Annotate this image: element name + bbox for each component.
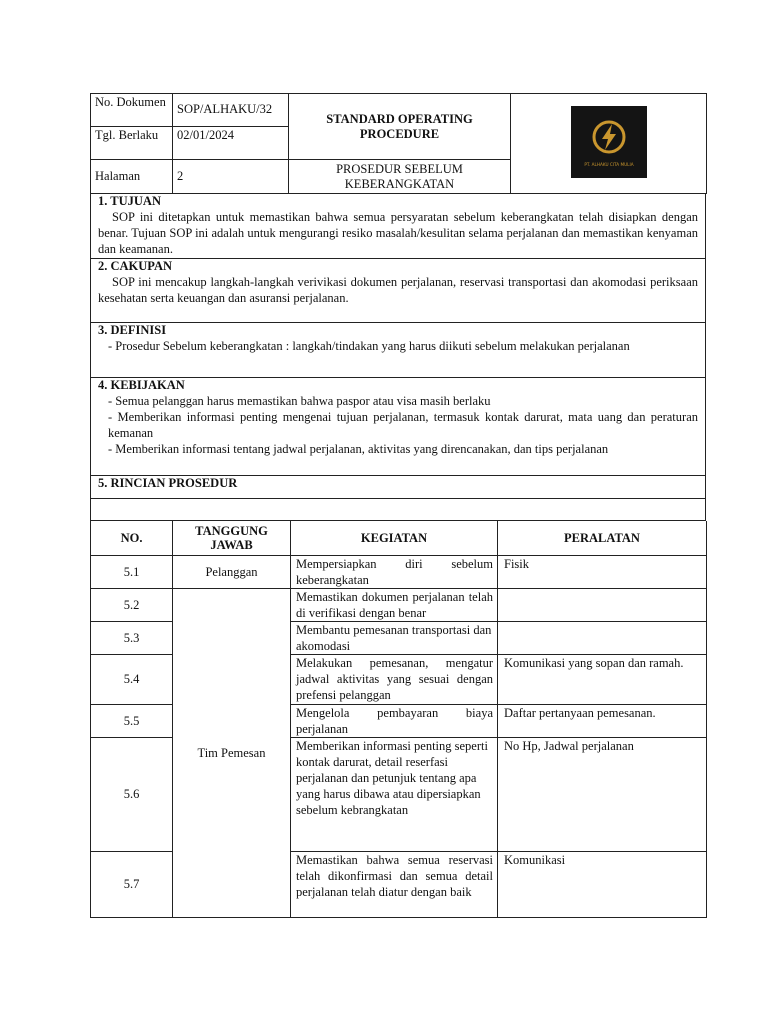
logo-cell: [511, 94, 707, 194]
section-heading: 3. DEFINISI: [98, 323, 167, 337]
column-header: NO.: [91, 521, 173, 555]
row-activity: Melakukan pemesanan, mengatur jadwal aktivitas yang sesuai dengan prefensi pelanggan: [291, 654, 498, 704]
row-tools: [498, 621, 707, 654]
table-row: [91, 588, 707, 621]
section-heading: 5. RINCIAN PROSEDUR: [98, 476, 238, 490]
row-tools: [498, 588, 707, 621]
section-tujuan: [90, 194, 706, 259]
column-header: PERALATAN: [498, 521, 707, 555]
row-activity: Memberikan informasi penting seperti kontak darurat, detail reserfasi perjalanan dan petunjuk tentang apa yang harus dibawa atau dipersiapkan sebelum kebrangkatan: [291, 737, 498, 851]
section-kebijakan: [90, 378, 706, 476]
row-tools: Daftar pertanyaan pemesanan.: [498, 704, 707, 737]
date-label: Tgl. Berlaku: [91, 127, 173, 160]
row-activity: Membantu pemesanan transportasi dan akomodasi: [291, 621, 498, 654]
row-responsible: Tim Pemesan: [173, 588, 291, 917]
spacer-row: [90, 499, 706, 521]
document-title: STANDARD OPERATING PROCEDURE: [289, 94, 511, 160]
list-item: - Memberikan informasi tentang jadwal perjalanan, aktivitas yang direncanakan, dan tips perjalanan: [108, 442, 609, 456]
section-rincian: [90, 476, 706, 499]
row-no: 5.1: [91, 555, 173, 588]
list-item: - Semua pelanggan harus memastikan bahwa paspor atau visa masih berlaku: [108, 394, 491, 408]
page-value: 2: [173, 160, 289, 194]
lightning-icon: [571, 106, 647, 178]
list-item: - Prosedur Sebelum keberangkatan : langkah/tindakan yang harus diikuti sebelum melakukan perjalanan: [108, 339, 630, 353]
column-header: TANGGUNG JAWAB: [173, 521, 291, 555]
row-activity: Memastikan bahwa semua reservasi telah dikonfirmasi dan semua detail perjalanan telah diatur dengan baik: [291, 851, 498, 917]
section-heading: 4. KEBIJAKAN: [98, 378, 185, 392]
section-definisi: [90, 323, 706, 378]
row-no: 5.5: [91, 704, 173, 737]
policy-list: [98, 393, 698, 457]
row-activity: Mempersiapkan diri sebelum keberangkatan: [291, 555, 498, 588]
section-text: SOP ini mencakup langkah-langkah verivikasi dokumen perjalanan, reservasi transportasi dan akomodasi periksaan kesehatan serta keuangan dan asuransi perjalanan.: [98, 275, 698, 305]
definition-list: [98, 338, 698, 354]
row-tools: Fisik: [498, 555, 707, 588]
column-header: KEGIATAN: [291, 521, 498, 555]
date-value: 02/01/2024: [173, 127, 289, 160]
row-no: 5.3: [91, 621, 173, 654]
section-cakupan: [90, 259, 706, 323]
row-no: 5.6: [91, 737, 173, 851]
section-heading: 1. TUJUAN: [98, 194, 161, 208]
row-responsible: Pelanggan: [173, 555, 291, 588]
row-no: 5.7: [91, 851, 173, 917]
section-heading: 2. CAKUPAN: [98, 259, 173, 273]
svg-text:PT. ALHAKU CITA MULIA: PT. ALHAKU CITA MULIA: [583, 161, 634, 167]
doc-no-label: No. Dokumen: [91, 94, 173, 127]
doc-no-value: SOP/ALHAKU/32: [173, 94, 289, 127]
row-no: 5.2: [91, 588, 173, 621]
page-label: Halaman: [91, 160, 173, 194]
row-no: 5.4: [91, 654, 173, 704]
company-logo: [571, 106, 647, 178]
document-header: [90, 93, 707, 194]
row-activity: Mengelola pembayaran biaya perjalanan: [291, 704, 498, 737]
row-tools: No Hp, Jadwal perjalanan: [498, 737, 707, 851]
procedure-table: [90, 521, 707, 918]
sop-document: [90, 93, 706, 918]
row-activity: Memastikan dokumen perjalanan telah di verifikasi dengan benar: [291, 588, 498, 621]
row-tools: Komunikasi yang sopan dan ramah.: [498, 654, 707, 704]
list-item: - Memberikan informasi penting mengenai tujuan perjalanan, termasuk kontak darurat, mata uang dan peraturan kemanan: [108, 410, 698, 440]
document-subtitle: PROSEDUR SEBELUM KEBERANGKATAN: [289, 160, 511, 194]
row-tools: Komunikasi: [498, 851, 707, 917]
section-text: SOP ini ditetapkan untuk memastikan bahwa semua persyaratan sebelum keberangkatan telah disiapkan dengan benar. Tujuan SOP ini adalah untuk mengurangi resiko masalah/kesulitan selama perjalanan dan memastikan kenyaman dan keamanan.: [98, 210, 698, 256]
table-row: [91, 555, 707, 588]
